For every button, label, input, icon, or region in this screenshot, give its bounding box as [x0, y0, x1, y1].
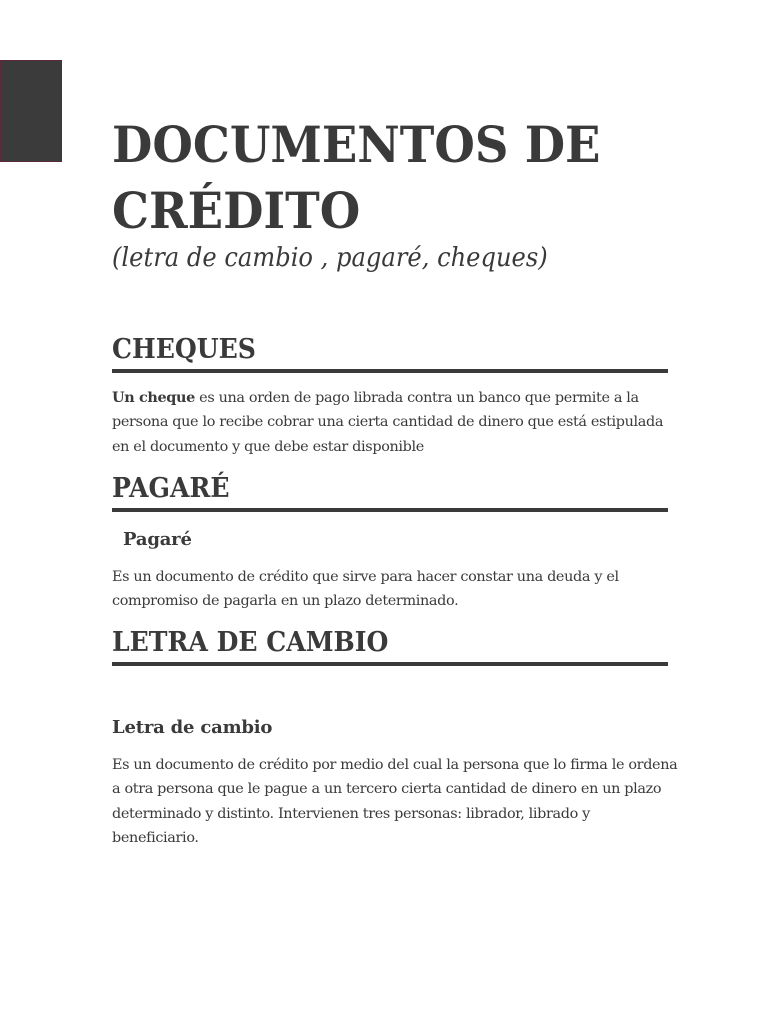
section-heading-pagare [112, 471, 668, 512]
document-subtitle: (letra de cambio , pagaré, cheques) [112, 243, 548, 273]
paragraph-cheques [112, 386, 678, 459]
paragraph-letra-de-cambio: Es un documento de crédito por medio del cual la persona que lo firma le ordena a otra persona que le pague a un tercero cierta cantidad de dinero en un plazo determinado y distinto. Intervienen tres personas: librador, librado y beneficiario. [112, 757, 678, 846]
section-heading-letra-text: LETRA DE CAMBIO [112, 627, 389, 658]
document-title-line-2: CRÉDITO [112, 181, 361, 240]
document-title [112, 112, 633, 244]
decorative-accent-block [0, 60, 62, 162]
subheading-letra-de-cambio: Letra de cambio [112, 717, 273, 738]
section-heading-pagare-text: PAGARÉ [112, 473, 230, 504]
paragraph-pagare: Es un documento de crédito que sirve para hacer constar una deuda y el compromiso de pagarla en un plazo determinado. [112, 569, 619, 610]
section-heading-letra-de-cambio [112, 625, 668, 666]
section-heading-cheques-text: CHEQUES [112, 334, 256, 365]
cheque-lead-term: Un cheque [112, 389, 195, 406]
section-heading-cheques [112, 332, 668, 373]
cheque-definition: es una orden de pago librada contra un banco que permite a la persona que lo recibe cobrar una cierta cantidad de dinero que está estipulada en el documento y que debe estar disponible [112, 390, 664, 455]
document-title-line-1: DOCUMENTOS DE [112, 115, 601, 174]
subheading-pagare: Pagaré [123, 529, 192, 550]
